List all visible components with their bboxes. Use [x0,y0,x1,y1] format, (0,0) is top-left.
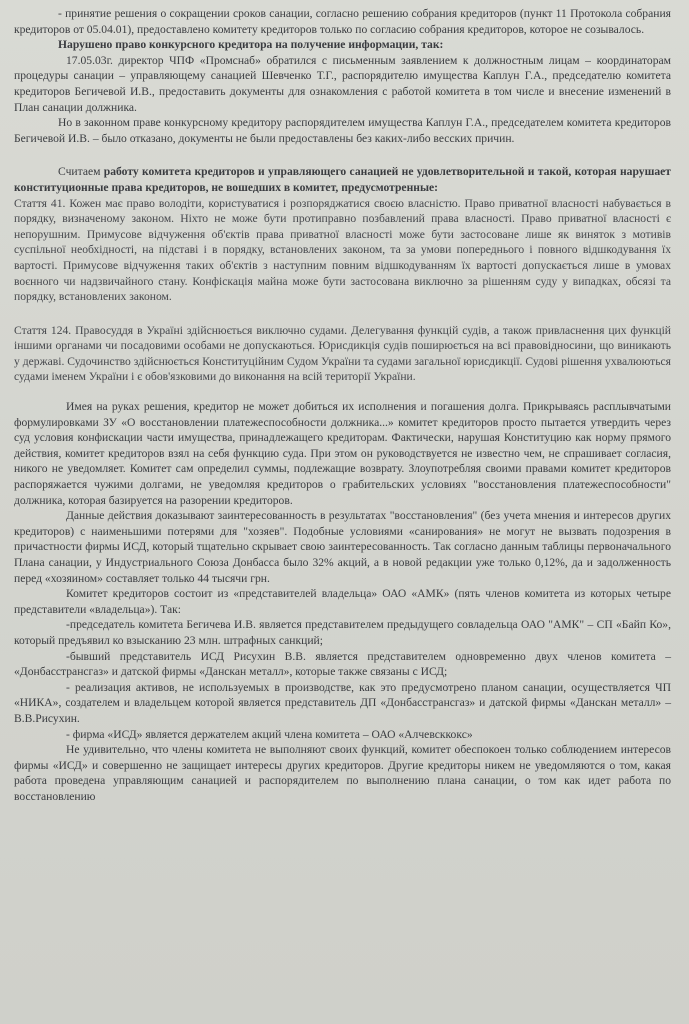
list-item: - фирма «ИСД» является держателем акций члена комитета – ОАО «Алчевсккокс» [66,727,473,741]
analysis-paragraph-2: Данные действия доказывают заинтересованность в результатах "восстановления" (без учета мнения и интересов других кредиторов) с наименьшими потерями для "хозяев". Подобные условиями «санирования» не могут не вызвать подозрения в причастности фирмы ИСД, который тщательно скрывает свою заинтересованность. Так согласно данным таблицы первоначального Плана санации, у Индустриального Союза Донбасса было 32% акций, а в новой редакции уже только 0,12%, да и задолженность перед «хозяином» составляет только 44 тысячи грн. [14,509,671,585]
assessment-section [14,164,671,195]
analysis-paragraph-3: Комитет кредиторов состоит из «представителей владельца» ОАО «АМК» (пять членов комитета из которых четыре представители «владельца»). Так: [14,587,671,616]
list-item: - реализация активов, не используемых в производстве, как это предусмотрено планом санации, осуществляется ЧП «НИКА», создателем и владельцем которой является представитель ДП «Донбасстрансгаз» и датской фирмы «Данскан металл» – В.В.Рисухин. [14,680,671,725]
intro-paragraph: - принятие решения о сокращении сроков санации, согласно решению собрания кредиторов (пункт 11 Протокола собрания кредиторов от 05.04.01), предоставлено комитету кредиторов только по согласию собрания кредиторов, которое не созывалось. [14,7,671,36]
analysis-paragraph-4: Не удивительно, что члены комитета не выполняют своих функций, комитет обеспокоен только соблюдением интересов фирмы «ИСД» и совершенно не защищает интересы других кредиторов. Другие кредиторы никем не уведомляются о том, какая работа проведена управляющим санацией и распорядителем по выполнению плана санации, о том как идет работа по восстановлению [14,743,671,803]
info-violation-paragraph-1: 17.05.03г. директор ЧПФ «Промснаб» обратился с письменным заявлением к должностным лицам – координаторам процедуры санации – управляющему санацией Шевченко Т.Г., распорядителю имущества Каплун Г.А., председателю комитета кредиторов Бегичевой И.В., предоставить документы для ознакомления с работой комитета в том числе и внесение изменений в План санации должника. [14,53,671,114]
assessment-lead: Считаем [58,165,104,179]
article-124-text: Стаття 124. Правосуддя в Україні здійснюється виключно судами. Делегування функцій судів, а також привласнення цих функцій іншими органами чи посадовими особами не допускаються. Юрисдикція судів поширюється на всі правовідносини, що виникають у державі. Судочинство здійснюється Конституційним Судом України та судами загальної юрисдикції. Судові рішення ухвалюються судами іменем України і є обов'язковими до виконання на всій території України. [14,323,671,384]
article-41-section [14,196,671,305]
analysis-section [14,399,671,804]
assessment-paragraph [14,164,671,195]
article-41-text: Стаття 41. Кожен має право володіти, користуватися і розпоряджатися своєю власністю. Право приватної власності набувається в порядку, визначеному законом. Ніхто не може бути протиправно позбавлений права власності. Право приватної власності є непорушним. Примусове відчуження об'єктів права приватної власності може бути застосоване лише як виняток з мотивів суспільної необхідності, на підставі і в порядку, встановлених законом, та за умови попереднього і повного відшкодування їх вартості. Примусове відчуження таких об'єктів з наступним повним відшкодуванням їх вартості допускається лише в умовах воєнного чи надзвичайного стану. Конфіскація майна може бути застосована виключно за рішенням суду у випадках, обсязі та порядку, встановлених законом. [14,196,671,304]
list-item: -бывший представитель ИСД Рисухин В.В. является представителем одновременно двух членов комитета – «Донбасстрансгаз» и датской фирмы «Данскан металл», которые также связаны с ИСД; [14,649,671,679]
analysis-paragraph-1: Имея на руках решения, кредитор не может добиться их исполнения и погашения долга. Прикрываясь расплывчатыми формулировками ЗУ «О восстановлении платежеспособности должника...» комитет кредиторов просто пытается утвердить через суд условия конфискации части имущества, принадлежащего кредиторам. Фактически, нарушая Конституцию как норму прямого действия, комитет кредиторов взял на себя функцию суда. При этом он руководствуется не известно чем, не спрашивает согласия, никого не уведомляет. Комитет сам определил суммы, подлежащие возврату. Злоупотребляя своими правами комитет кредиторов распоряжается чужими долгами, не уведомляя кредиторов о грабительских условиях "восстановления платежеспособности" должника, которая базируется на разорении кредиторов. [14,400,671,507]
intro-section [14,6,671,37]
info-violation-heading: Нарушено право конкурсного кредитора на получение информации, так: [58,38,444,52]
list-item: -председатель комитета Бегичева И.В. является представителем предыдущего совладельца ОАО "АМК" – СП «Байп Ко», который предъявил ко взысканию 23 млн. штрафных санкций; [14,618,671,647]
info-violation-paragraph-2: Но в законном праве конкурсному кредитору распорядителем имущества Каплун Г.А., председателем комитета кредиторов Бегичевой И.В. – было отказано, документы не были предоставлены без каких-либо весских причин. [14,116,671,145]
assessment-bold: работу комитета кредиторов и управляющего санацией не удовлетворительной и такой, которая нарушает конституционные права кредиторов, не вошедших в комитет, предусмотренные: [14,165,671,194]
info-violation-section [14,37,671,146]
article-124-section [14,323,671,385]
